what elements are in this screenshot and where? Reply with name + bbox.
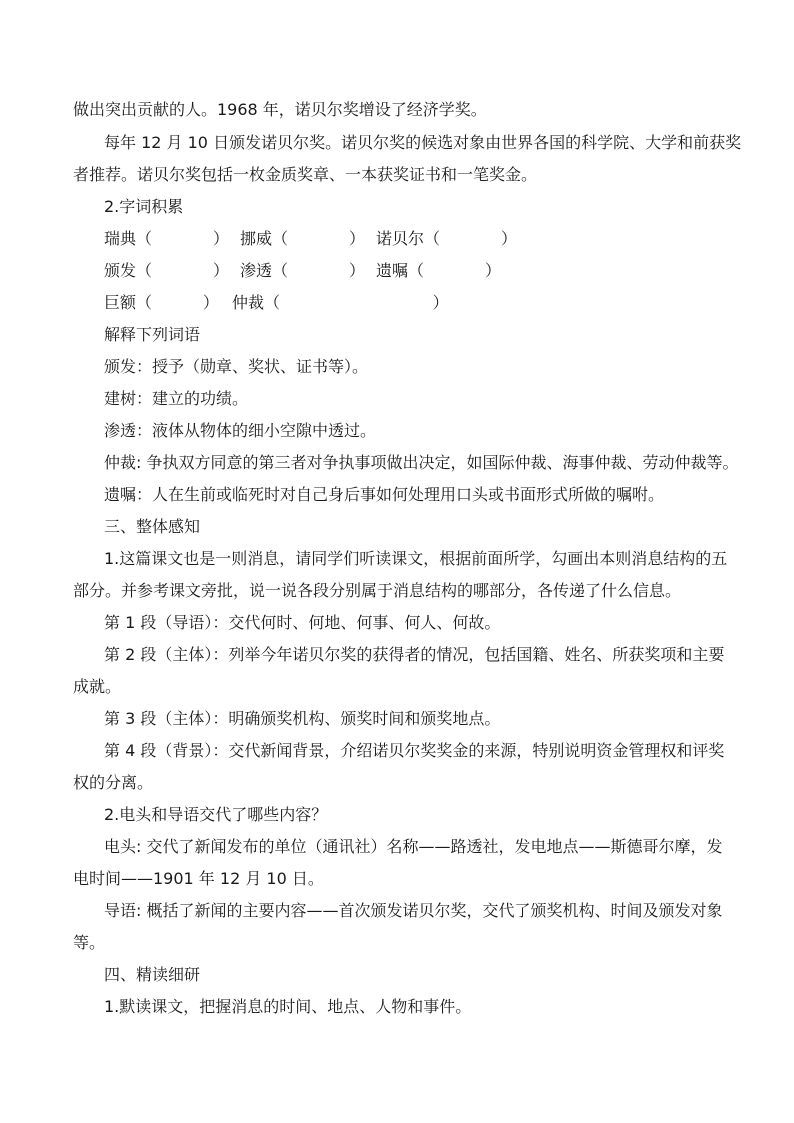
paragraph-line: 第 1 段（导语）：交代何时、何地、何事、何人、何故。 — [104, 613, 501, 632]
paragraph-line: 做出突出贡献的人。1968 年，诺贝尔奖增设了经济学奖。 — [73, 100, 487, 119]
definition-line: 渗透：液体从物体的细小空隙中透过。 — [104, 421, 377, 440]
definition-line: 仲裁: 争执双方同意的第三者对争执事项做出决定，如国际仲裁、海事仲裁、劳动仲裁等。 — [104, 453, 739, 472]
vocab-item: 挪威（ ） — [240, 229, 366, 248]
vocab-item: 瑞典（ ） — [104, 229, 230, 248]
definition-line: 颁发：授予（勋章、奖状、证书等）。 — [104, 357, 369, 376]
vocab-item: 仲裁（ ） — [232, 293, 449, 312]
definition-line: 遗嘱：人在生前或临死时对自己身后事如何处理用口头或书面形式所做的嘱咐。 — [104, 485, 665, 504]
paragraph-line: 第 4 段（背景）：交代新闻背景，介绍诺贝尔奖奖金的来源，特别说明资金管理权和评奖 — [104, 741, 725, 760]
paragraph-line: 电时间——1901 年 12 月 10 日。 — [73, 869, 324, 888]
definition-line: 建树：建立的功绩。 — [104, 389, 249, 408]
section-heading: 四、精读细研 — [104, 965, 201, 984]
paragraph-line: 部分。并参考课文旁批，说一说各段分别属于消息结构的哪部分，各传递了什么信息。 — [73, 581, 682, 600]
paragraph-line: 每年 12 月 10 日颁发诺贝尔奖。诺贝尔奖的候选对象由世界各国的科学院、大学和前获奖 — [104, 133, 742, 152]
vocab-item: 巨额（ ） — [104, 293, 219, 312]
paragraph-line: 1.这篇课文也是一则消息，请同学们听读课文，根据前面所学，勾画出本则消息结构的五 — [104, 549, 728, 568]
vocab-item: 渗透（ ） — [240, 261, 366, 280]
vocab-item: 颁发（ ） — [104, 261, 230, 280]
vocab-item: 遗嘱（ ） — [376, 261, 502, 280]
paragraph-line: 者推荐。诺贝尔奖包括一枚金质奖章、一本获奖证书和一笔奖金。 — [73, 165, 538, 184]
vocab-item: 诺贝尔（ ） — [376, 229, 518, 248]
section-heading: 2.字词积累 — [104, 197, 184, 216]
paragraph-line: 第 3 段（主体）：明确颁奖机构、颁奖时间和颁奖地点。 — [104, 709, 501, 728]
paragraph-line: 导语: 概括了新闻的主要内容——首次颁发诺贝尔奖，交代了颁奖机构、时间及颁发对象 — [104, 901, 723, 920]
paragraph-line: 电头: 交代了新闻发布的单位（通讯社）名称——路透社，发电地点——斯德哥尔摩，发 — [104, 837, 723, 856]
paragraph-line: 成就。 — [73, 677, 122, 696]
paragraph-line: 第 2 段（主体）：列举今年诺贝尔奖的获得者的情况，包括国籍、姓名、所获奖项和主要 — [104, 645, 725, 664]
paragraph-line: 解释下列词语 — [104, 325, 201, 344]
section-heading: 三、整体感知 — [104, 517, 201, 536]
paragraph-line: 权的分离。 — [73, 773, 154, 792]
paragraph-line: 等。 — [73, 933, 106, 952]
section-heading: 2.电头和导语交代了哪些内容？ — [104, 805, 328, 824]
paragraph-line: 1.默读课文，把握消息的时间、地点、人物和事件。 — [104, 997, 472, 1016]
